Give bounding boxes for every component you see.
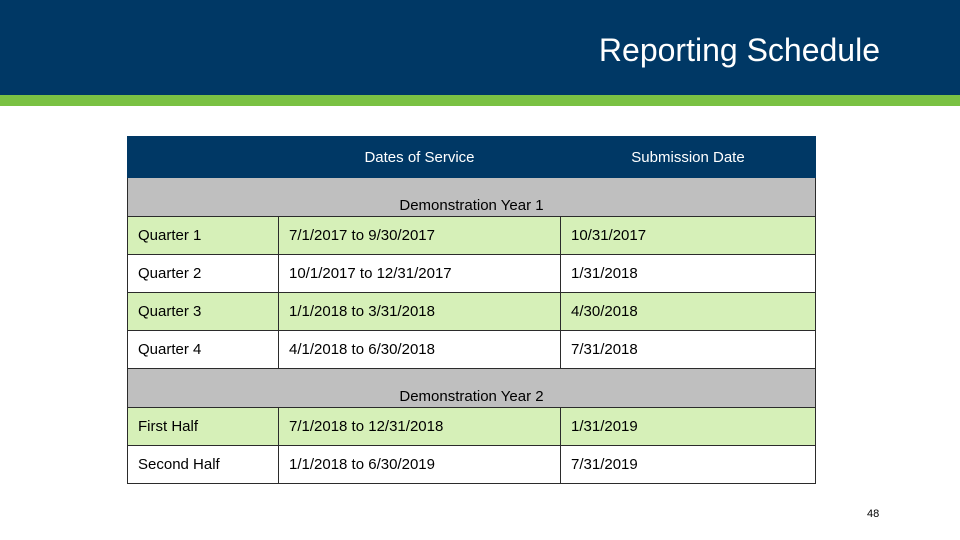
section-label: Demonstration Year 1 (128, 178, 816, 217)
dates-cell: 10/1/2017 to 12/31/2017 (279, 255, 561, 293)
header-accent-stripe (0, 95, 960, 106)
submission-cell: 4/30/2018 (561, 293, 816, 331)
table-row (128, 446, 816, 484)
period-cell: Quarter 2 (128, 255, 279, 293)
submission-cell: 1/31/2019 (561, 408, 816, 446)
header-dates-of-service: Dates of Service (279, 137, 561, 178)
dates-cell: 4/1/2018 to 6/30/2018 (279, 331, 561, 369)
section-label: Demonstration Year 2 (128, 369, 816, 408)
dates-cell: 7/1/2018 to 12/31/2018 (279, 408, 561, 446)
period-cell: Quarter 1 (128, 217, 279, 255)
table-row (128, 293, 816, 331)
reporting-schedule-table (127, 136, 816, 484)
dates-cell: 1/1/2018 to 3/31/2018 (279, 293, 561, 331)
period-cell: Second Half (128, 446, 279, 484)
period-cell: First Half (128, 408, 279, 446)
section-row-year-2 (128, 369, 816, 408)
table-header-row (128, 137, 816, 178)
header-submission-date: Submission Date (561, 137, 816, 178)
dates-cell: 1/1/2018 to 6/30/2019 (279, 446, 561, 484)
page-number: 48 (867, 508, 880, 520)
table-row (128, 331, 816, 369)
table-row (128, 408, 816, 446)
submission-cell: 1/31/2018 (561, 255, 816, 293)
header-period (128, 137, 279, 178)
period-cell: Quarter 4 (128, 331, 279, 369)
dates-cell: 7/1/2017 to 9/30/2017 (279, 217, 561, 255)
table-row (128, 255, 816, 293)
slide-title: Reporting Schedule (598, 32, 880, 68)
section-row-year-1 (128, 178, 816, 217)
submission-cell: 10/31/2017 (561, 217, 816, 255)
submission-cell: 7/31/2018 (561, 331, 816, 369)
submission-cell: 7/31/2019 (561, 446, 816, 484)
period-cell: Quarter 3 (128, 293, 279, 331)
table-row (128, 217, 816, 255)
